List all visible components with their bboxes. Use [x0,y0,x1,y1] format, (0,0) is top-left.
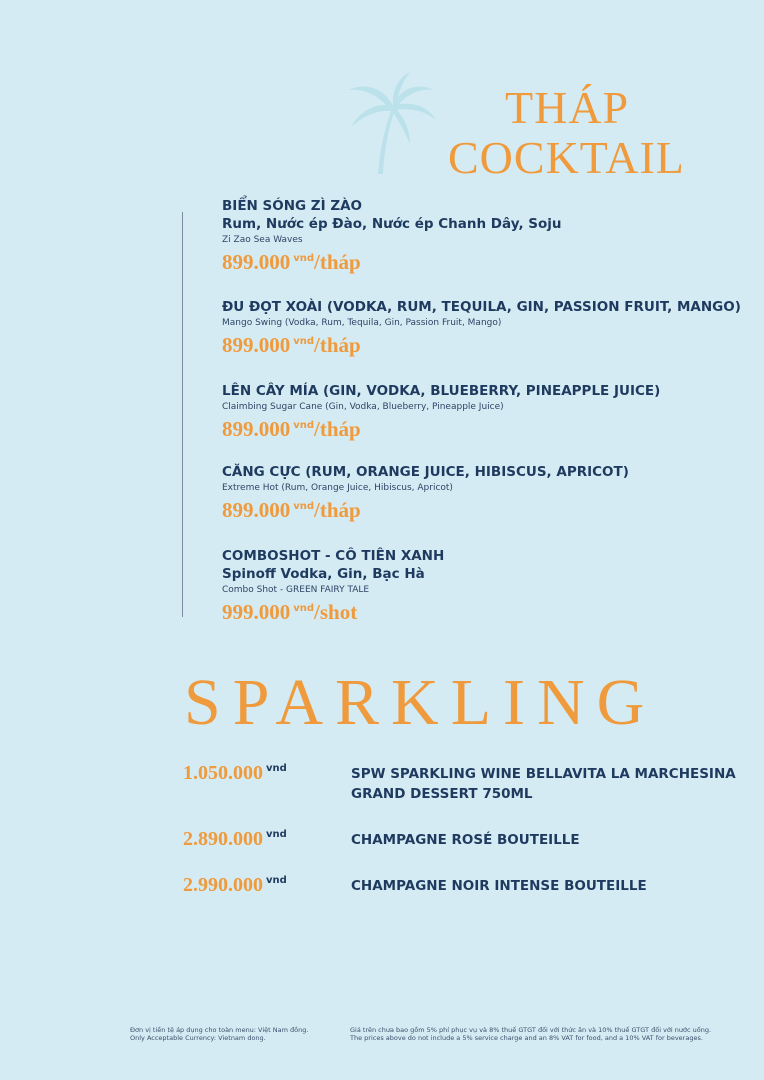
price-unit: /shot [314,600,358,624]
vertical-divider [182,212,183,617]
footer-tax-vi: Giá trên chưa bao gồm 5% phí phục vụ và 8% thuế GTGT đối với thức ăn và 10% thuế GTGT đối với nước uống. [350,1026,712,1034]
item-english-name: Mango Swing (Vodka, Rum, Tequila, Gin, Passion Fruit, Mango) [222,318,502,328]
item-name: SPW SPARKLING WINE BELLAVITA LA MARCHESINA GRAND DESSERT 750ML [351,766,736,802]
price-value: 999.000 [222,600,291,624]
item-english-name: Extreme Hot (Rum, Orange Juice, Hibiscus, Apricot) [222,483,453,493]
currency-label: vnd [293,253,315,264]
item-price [222,597,742,624]
footer-currency-en: Only Acceptable Currency: Vietnam dong. [130,1034,266,1042]
price-value: 2.890.000 [183,828,263,850]
price-value: 899.000 [222,498,291,522]
palm-tree-icon [340,70,440,180]
item-ingredients: Spinoff Vodka, Gin, Bạc Hà [222,566,425,582]
currency-label: vnd [293,420,315,431]
price-unit: /tháp [314,250,361,274]
currency-label: vnd [266,829,287,840]
item-ingredients: Rum, Nước ép Đào, Nước ép Chanh Dây, Soju [222,216,562,232]
item-english-name: Claimbing Sugar Cane (Gin, Vodka, Blueberry, Pineapple Juice) [222,402,504,412]
currency-label: vnd [293,336,315,347]
menu-item-cocktail [222,197,742,274]
price-value: 899.000 [222,250,291,274]
item-name: ĐU ĐỌT XOÀI (VODKA, RUM, TEQUILA, GIN, PASSION FRUIT, MANGO) [222,299,741,315]
item-price [222,247,742,274]
currency-label: vnd [266,875,287,886]
item-price [183,762,287,785]
item-name: CĂNG CỰC (RUM, ORANGE JUICE, HIBISCUS, APRICOT) [222,464,629,480]
currency-label: vnd [266,763,287,774]
item-price [222,495,742,522]
price-value: 899.000 [222,333,291,357]
item-price [222,414,742,441]
menu-item-cocktail [222,298,742,357]
item-name: BIỂN SÓNG ZÌ ZÀO [222,198,363,214]
price-unit: /tháp [314,417,361,441]
footer-tax-en: The prices above do not include a 5% service charge and an 8% VAT for food, and a 10% VAT for beverages. [350,1034,703,1042]
footer-currency-note [130,1026,308,1042]
section-title-cocktail: COCKTAIL [448,132,685,183]
section-title-thap: THÁP [505,82,630,133]
price-value: 899.000 [222,417,291,441]
item-price [222,330,742,357]
item-name: COMBOSHOT - CÔ TIÊN XANH [222,548,445,564]
item-name: CHAMPAGNE NOIR INTENSE BOUTEILLE [351,878,647,894]
currency-label: vnd [293,501,315,512]
menu-item-cocktail [222,382,742,441]
item-price [183,828,287,851]
item-english-name: Combo Shot - GREEN FAIRY TALE [222,585,370,595]
price-value: 1.050.000 [183,762,263,784]
item-name: LÊN CÂY MÍA (GIN, VODKA, BLUEBERRY, PINEAPPLE JUICE) [222,383,661,399]
price-unit: /tháp [314,498,361,522]
currency-label: vnd [293,603,315,614]
item-price [183,874,287,897]
item-english-name: Zi Zao Sea Waves [222,235,303,245]
menu-item-cocktail [222,463,742,522]
footer-currency-vi: Đơn vị tiền tệ áp dụng cho toàn menu: Việt Nam đồng. [130,1026,309,1034]
footer-tax-note [350,1026,711,1042]
price-value: 2.990.000 [183,874,263,896]
menu-item-cocktail [222,547,742,624]
section-title-sparkling: SPARKLING [184,666,657,739]
price-unit: /tháp [314,333,361,357]
item-name: CHAMPAGNE ROSÉ BOUTEILLE [351,832,580,848]
